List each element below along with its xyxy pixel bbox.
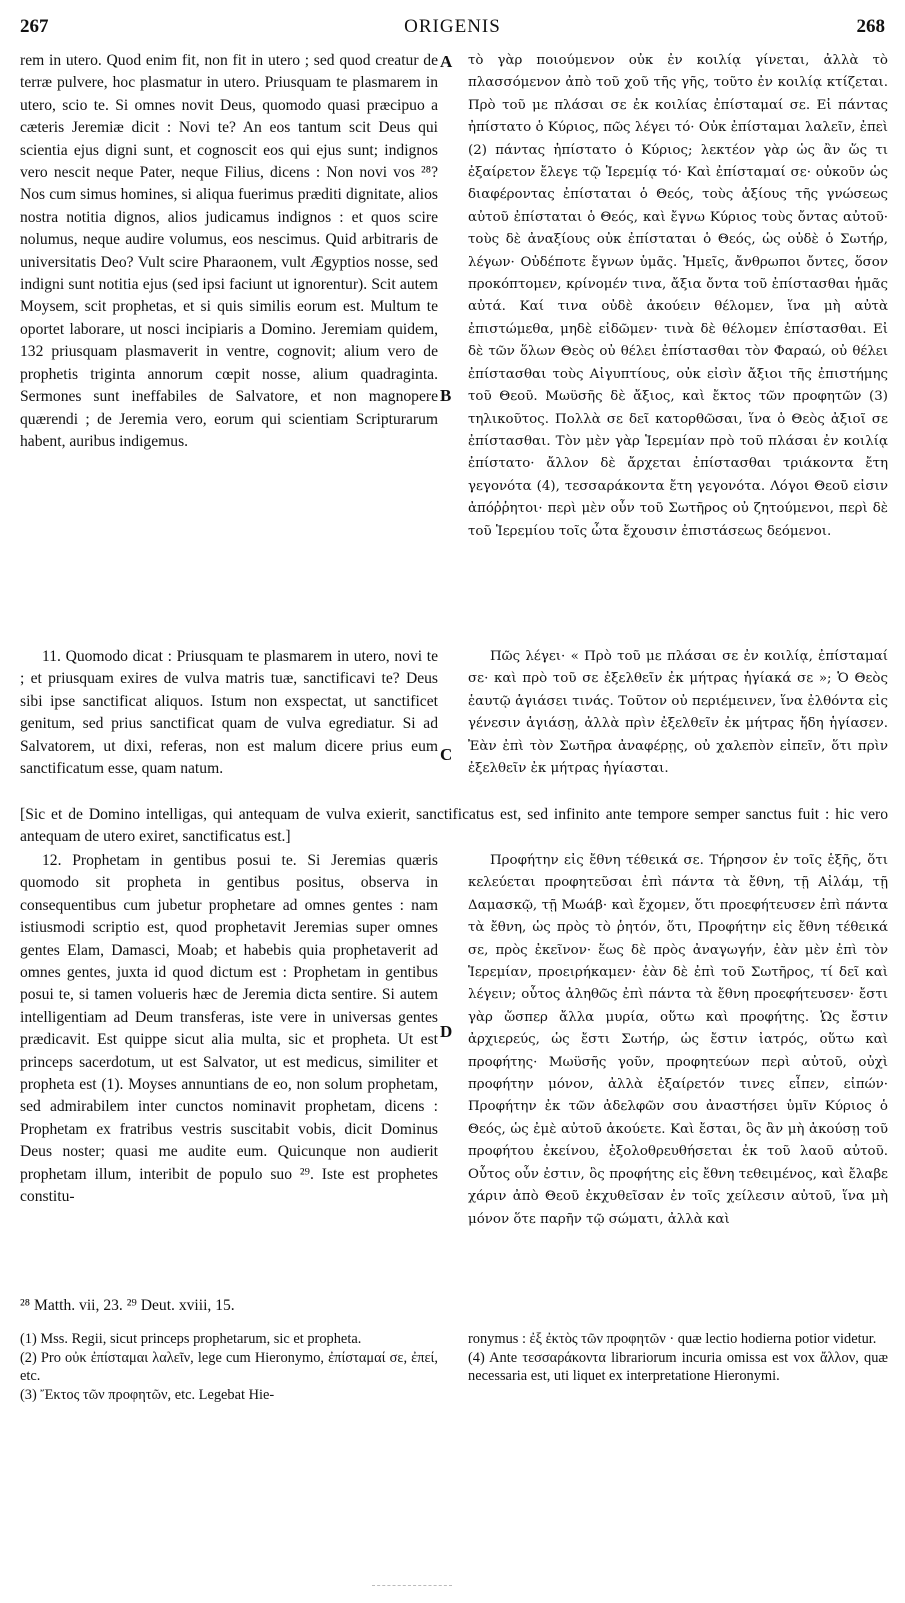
footnote: ronymus : ἐξ ἐκτὸς τῶν προφητῶν · quæ lectio hodierna potior videtur. <box>468 1331 877 1347</box>
margin-marker-d: D <box>440 1022 453 1041</box>
greek-column-section-10 <box>468 50 888 543</box>
latin-paragraph: 11. Quomodo dicat : Priusquam te plasmarem in utero, novi te ; et priusquam exires de vulva matris tuæ, sanctificavi te? Deus sibi ipse sanctificat aliquos. Istum non exspectat, ut sanctificet genitum, sed prius sanctificat quam de vulva egrediatur. Si ad Salvatorem, ut dixi, referas, non est malum dicere prius eum sanctificatum esse, quam natum. <box>20 648 438 778</box>
page-number-left: 267 <box>20 16 49 37</box>
margin-marker-b: B <box>440 386 452 405</box>
scripture-references: ²⁸ Matth. vii, 23. ²⁹ Deut. xviii, 15. <box>20 1297 235 1314</box>
greek-paragraph: τὸ γὰρ ποιούμενον οὐκ ἐν κοιλίᾳ γίνεται, ἀλλὰ τὸ πλασσόμενον ἀπὸ τοῦ χοῦ τῆς γῆς, τοῦτο ἐν κοιλίᾳ κτίζεται. Πρὸ τοῦ με πλάσαι σε ἐκ κοιλίας ἐπίσταμαί σε. Εἰ πάντας ἠπίστατο ὁ Κύριος, πῶς λέγει τό· Οὐκ ἐπίσταμαι λαλεῖν, ἐπεὶ (2) πάντας ἠπίστατο ὁ Κύριος; λεκτέον γὰρ ὡς ἂν ὥς τι ἐξαίρετον ἔλεγε τῷ Ἱερεμίᾳ τό· Καὶ ἐπίσταμαί σε· οὐκοῦν ὡς διαφέροντας ἐπίσταται ὁ Θεός, τοὺς ἀξίους τῆς γνώσεως αὐτοῦ ἐπίσταται ὁ Θεός, καὶ ἔγνω Κύριος τοὺς ὄντας αὐτοῦ· τοὺς δὲ ἀναξίους οὐκ ἐπίσταται ὁ Θεός, ὡς οὐδὲ ὁ Σωτήρ, λέγων· Οὐδέποτε ἔγνων ὑμᾶς. Ἡμεῖς, ἄνθρωποι ὄντες, ὅσον προκόπτομεν, κρίνομέν τινα, ἄξια ὄντα τοῦ ἐπίστασθαι ἡμᾶς αὐτά. Καί τινα οὐδὲ ἀκούειν θέλομεν, ἵνα μὴ αὐτὰ ἐπιστώμεθα, μηδὲ εἰδῶμεν· τινὰ δὲ θέλομεν ἐπίστασθαι. Εἰ δὲ τῶν ὅλων Θεὸς οὐ θέλει ἐπίστασθαι τὸν Φαραώ, οὐ θέλει ἐπίστασθαι τοὺς Αἰγυπτίους, οὐκ εἰσὶν ἄξιοι τῆς ἐπιστήμης τοῦ Θεοῦ. Μωϋσῆς δὲ ἄξιος, καὶ ἔκτος τῶν προφητῶν (3) τηλικοῦτος. Πολλὰ σε δεῖ κατορθῶσαι, ἵνα ὁ Θεὸς ἀξιοῖ σε ἐπίστασθαι. Τὸν μὲν γὰρ Ἱερεμίαν πρὸ τοῦ πλάσαι ἐν κοιλίᾳ ἐπίστατο· ἄλλον δὲ ἄρχεται ἐπίστασθαι τριάκοντα ἔτη γεγονότα (4), τεσσαράκοντα ἔτη γεγονότα. Λόγοι Θεοῦ εἰσιν ἀπόῤῥητοι· περὶ μὲν οὖν τοῦ Σωτῆρος οὐ ζητούμενοι, περὶ δὲ τοῦ Ἱερεμίου τοῖς ὦτα ἔχουσιν ἐπιστάσεως δεόμενοι. <box>468 53 888 539</box>
margin-marker-a: A <box>440 52 453 71</box>
footnote: (2) Pro οὐκ ἐπίσταμαι λαλεῖν, lege cum Hieronymo, ἐπίσταμαί σε, ἐπεί, etc. <box>20 1350 438 1384</box>
bracket-paragraph: [Sic et de Domino intelligas, qui antequam de vulva exierit, sanctificatus est, sed infinito ante tempore semper sanctus fuit : hic vero antequam de utero exiret, sanctificatus est.] <box>20 806 888 846</box>
running-header <box>20 16 885 40</box>
greek-paragraph: Πῶς λέγει· « Πρὸ τοῦ με πλάσαι σε ἐν κοιλίᾳ, ἐπίσταμαί σε· καὶ πρὸ τοῦ σε ἐξελθεῖν ἐκ μήτρας ἡγίακά σε »; Ὁ Θεὸς ἑαυτῷ ἁγιάσει τινάς. Τοῦτον οὐ περιέμεινεν, ἵνα ἐλθόντα εἰς γένεσιν ἁγιάσῃ, ἀλλὰ πρὶν ἐξελθεῖν ἐκ μήτρας ἤδη ἡγίασεν. Ἐὰν ἐπὶ τὸν Σωτῆρα ἀναφέρῃς, οὐ χαλεπὸν εἰπεῖν, ὅτι πρὶν ἐξελθεῖν ἐκ μήτρας ἡγίασται. <box>468 649 888 777</box>
latin-column-section-11 <box>20 646 438 780</box>
page-number-right: 268 <box>856 16 885 37</box>
bottom-rule <box>372 1585 452 1586</box>
greek-column-section-11 <box>468 646 888 780</box>
greek-column-section-12 <box>468 850 888 1231</box>
latin-column-section-12 <box>20 850 438 1209</box>
margin-marker-c: C <box>440 745 453 764</box>
latin-column-section-10 <box>20 50 438 453</box>
latin-paragraph: 12. Prophetam in gentibus posui te. Si Jeremias quæris quomodo sit propheta in gentibus positus, observa in consequentibus cum jubetur prophetare ad omnes gentes : nam istiusmodi scriptio est, quod prophetavit Jeremias super omnes gentes Elam, Damasci, Moab; et habebis quia prophetaverit ad omnes gentes, juxta id quod dictum est : Prophetam in gentibus posui te, si tamen volueris hæc de Jeremia dicta sentire. Si autem intelligentiam ad Deum transferas, iste vere in universas gentes prædicavit. Est quippe sicut alia multa, sic et propheta. Ut est princeps sacerdotum, ut est Salvator, ut est medicus, similiter et propheta est (1). Moyses annuntians de eo, non solum prophetam, sed admirabilem inter cunctos nominavit prophetam, dicens : Prophetam ex fratribus vestris suscitabit vobis, dicit Dominus Deus noster; quasi me audite eum. Quicunque non audierit prophetam illum, interibit de populo suo ²⁹. Iste est prophetes constitu- <box>20 852 438 1206</box>
greek-paragraph: Προφήτην εἰς ἔθνη τέθεικά σε. Τήρησον ἐν τοῖς ἑξῆς, ὅτι κελεύεται προφητεῦσαι ἐπὶ πάντα τὰ ἔθνη, τῇ Αἰλάμ, τῇ Δαμασκῷ, τῇ Μωάβ· καὶ ἔχομεν, ὅτι προεφήτευσεν ἐπὶ πάντα τὰ ἔθνη, ὡς πρὸς τὸ ῥητόν, ὅτι, Προφήτην εἰς ἔθνη τέθεικά σε, πρὸς ἐκεῖνον· ἕως δὲ πρὸς ἀναγωγήν, ἐὰν μὲν ἐπὶ τὸν Ἱερεμίαν, προειρήκαμεν· ἐὰν δὲ ἐπὶ τοῦ Σωτῆρος, τί δεῖ καὶ λέγειν; οὗτος ἀληθῶς ἐπὶ πάντα τὰ ἔθνη προεφήτευσεν· ἔστι γὰρ ὥσπερ ἄλλα μυρία, οὕτω καὶ προφήτης. Ὡς ἔστιν ἀρχιερεύς, ὡς ἔστι Σωτήρ, ὡς ἔστιν ἰατρός, οὕτω καὶ προφήτης· Μωϋσῆς γοῦν, προφητεύων περὶ αὐτοῦ, οὐχὶ προφήτην μόνον, ἀλλὰ ἐξαίρετόν τινες εἶπεν, εἰπών· Προφήτην ἐκ τῶν ἀδελφῶν σου ἀναστήσει ὑμῖν Κύριος ὁ Θεός, ὡς ἐμὲ αὐτοῦ ἀκούετε. Καὶ ἔσται, ὃς ἂν μὴ ἀκούσῃ τοῦ προφήτου ἐκείνου, ἐξολοθρευθήσεται ἐκ τοῦ λαοῦ αὐτοῦ. Οὗτος οὖν ἐστιν, ὃς προφήτης εἰς ἔθνη τεθειμένος, καὶ ἔλαβε χάριν ἀπὸ Θεοῦ ἐκχυθεῖσαν ἐν τοῖς χείλεσιν αὐτοῦ, ἵνα μὴ μόνον ὅτε παρῆν τῷ σώματι, ἀλλὰ καὶ <box>468 853 888 1227</box>
footnote: (3) Ἔκτος τῶν προφητῶν, etc. Legebat Hie- <box>20 1387 275 1403</box>
footnote: (4) Ante τεσσαράκοντα librariorum incuria omissa est vox ἄλλον, quæ necessaria est, uti liquet ex interpretatione Hieronymi. <box>468 1350 888 1384</box>
latin-paragraph: rem in utero. Quod enim fit, non fit in utero ; sed quod creatur de terræ pulvere, hoc plasmatur in utero. Priusquam te plasmarem in utero, scio te. Si omnes novit Deus, quomodo quasi præcipuo a cæteris Jeremiæ dicit : Novi te? An eos tantum scit Deus qui scientia ejus digni sunt, et cognoscit eos qui ejus sunt; indignos vero nescit neque Pater, neque Filius, dicens : Non novi vos ²⁸? Nos cum simus homines, si aliqua fuerimus præditi dignitate, alios nostra notitia dignos, alios judicamus indignos : et quos scire nolumus, neque audire volumus, eos nescimus. Quid arbitraris de universitatis Deo? Vult scire Pharaonem, vult Ægyptios nosse, sed indigni sunt notitia ejus (sed ipsi faciunt ut ignorentur). Scit autem Moysem, scit prophetas, et si quis similis eorum est. Multum te oportet laborare, ut nosci incipiaris a Domino. Jeremiam quidem, 132 priusquam plasmaverit in ventre, cognovit; alium vero de prophetis triginta annorum cœpit nosse, alium quadraginta. Sermones sunt ineffabiles de Salvatore, et non magnopere quærendi ; de Jeremia vero, eorum qui scientiam Scripturarum habent, auribus indigemus. <box>20 52 438 450</box>
bracketed-note <box>20 804 888 849</box>
footnote: (1) Mss. Regii, sicut princeps prophetarum, sic et propheta. <box>20 1331 362 1347</box>
footnotes-left <box>20 1330 438 1405</box>
running-title: ORIGENIS <box>404 16 501 37</box>
footnotes-right <box>468 1330 888 1386</box>
